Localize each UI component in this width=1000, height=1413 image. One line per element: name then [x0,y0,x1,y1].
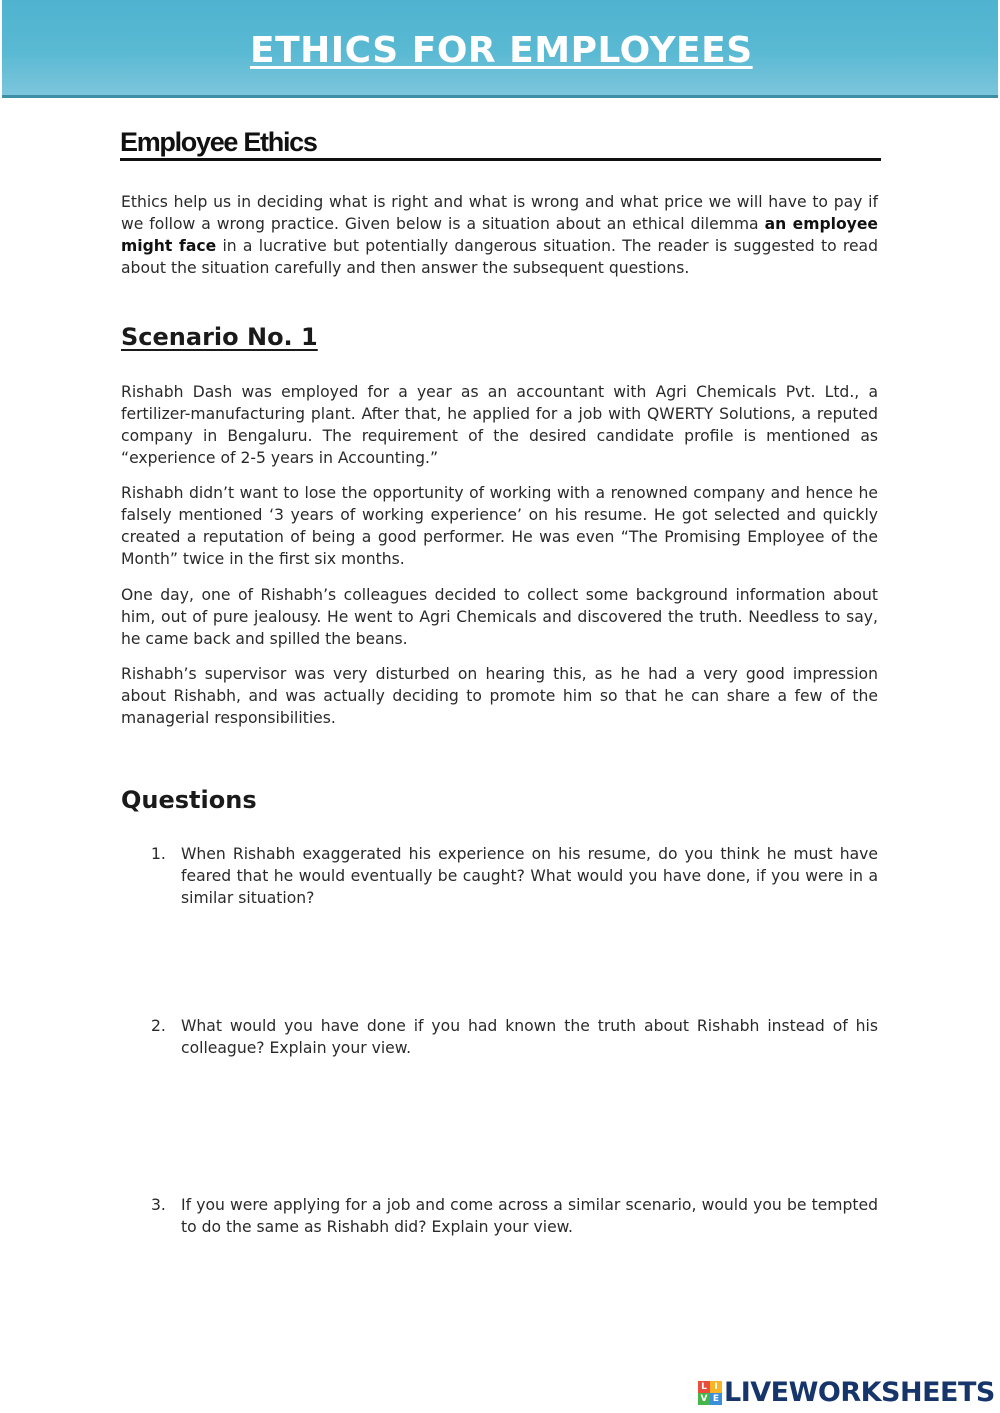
logo-letter: L [698,1381,710,1393]
scenario-paragraph-2: Rishabh didn’t want to lose the opportunity of working with a renowned company and hence he falsely mentioned ‘3 years of working experience’ on his resume. He got selected and quickly created a reputation of being a good performer. He was even “The Promising Employee of the Month” twice in the first six months. [121,484,878,568]
section-title: Employee Ethics [120,125,881,161]
intro-paragraph [121,191,878,279]
intro-text-bold: an employee might face [121,215,878,255]
intro-text-end: in a lucrative but potentially dangerous situation. The reader is suggested to read about the situation carefully and then answer the subsequent questions. [121,237,878,277]
live-logo-icon [698,1381,722,1405]
logo-letter: V [698,1393,710,1405]
liveworksheets-logo [698,1377,995,1409]
question-item-3 [121,1194,878,1238]
question-item-1 [121,843,878,909]
question-text: If you were applying for a job and come across a similar scenario, would you be tempted to do the same as Rishabh did? Explain your view. [181,1196,878,1236]
question-text: What would you have done if you had known the truth about Rishabh instead of his colleague? Explain your view. [181,1017,878,1057]
question-item-2 [121,1015,878,1059]
page-title: ETHICS FOR EMPLOYEES [250,30,753,71]
question-number: 2. [151,1017,166,1035]
question-number: 1. [151,845,166,863]
scenario-paragraph-4: Rishabh’s supervisor was very disturbed on hearing this, as he had a very good impression about Rishabh, and was actually deciding to promote him so that he can share a few of the managerial responsibilities. [121,665,878,727]
scenario-paragraph-1: Rishabh Dash was employed for a year as an accountant with Agri Chemicals Pvt. Ltd., a fertilizer-manufacturing plant. After that, he applied for a job with QWERTY Solutions, a reputed company in Bengaluru. The requirement of the desired candidate profile is mentioned as “experience of 2-5 years in Accounting.” [121,383,878,467]
logo-text: LIVEWORKSHEETS [724,1377,995,1408]
scenario-paragraph-3: One day, one of Rishabh’s colleagues decided to collect some background information about him, out of pure jealousy. He went to Agri Chemicals and discovered the truth. Needless to say, he came back and spilled the beans. [121,586,878,648]
question-text: When Rishabh exaggerated his experience on his resume, do you think he must have feared that he would eventually be caught? What would you have done, if you were in a similar situation? [181,845,878,907]
intro-text-start: Ethics help us in deciding what is right and what is wrong and what price we will have to pay if we follow a wrong practice. Given below is a situation about an ethical dilemma [121,193,878,233]
header-banner [2,0,998,98]
logo-letter: I [710,1381,722,1393]
scenario-heading: Scenario No. 1 [121,323,318,351]
questions-heading: Questions [121,786,257,814]
logo-letter: E [710,1393,722,1405]
question-number: 3. [151,1196,166,1214]
